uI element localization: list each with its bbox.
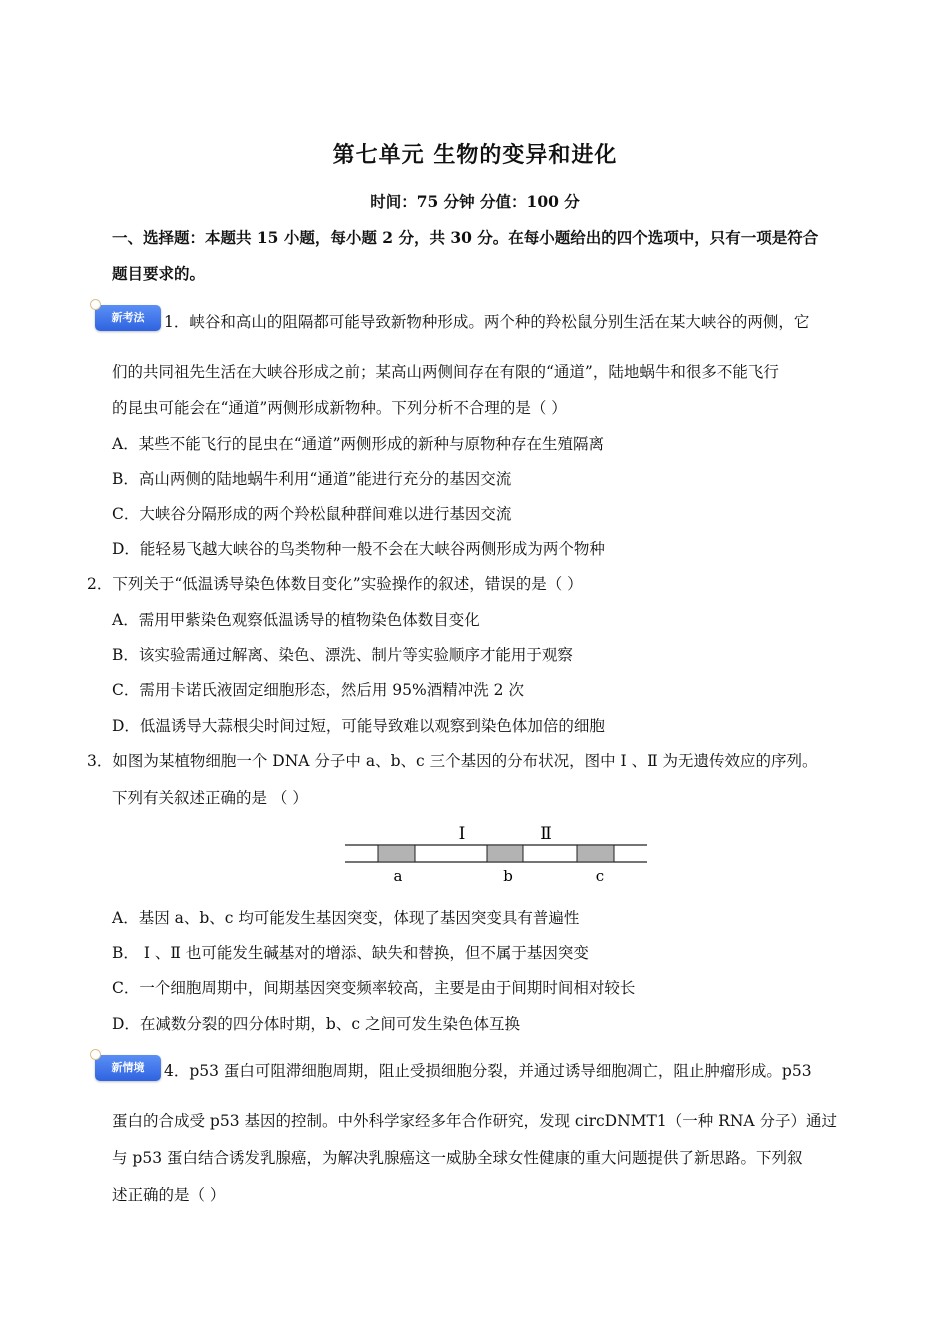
- q2-option-a: A．需用甲紫染色观察低温诱导的植物染色体数目变化: [112, 611, 480, 629]
- dna-gene-diagram: [345, 820, 650, 890]
- q3-option-b: B． Ⅰ 、Ⅱ 也可能发生碱基对的增添、缺失和替换，但不属于基因突变: [112, 944, 589, 962]
- exam-info: 时间：75 分钟 分值：100 分: [370, 192, 580, 211]
- sequence-label-1: Ⅰ: [458, 824, 466, 844]
- gene-label-c: c: [595, 867, 605, 885]
- gene-label-a: a: [393, 867, 403, 885]
- q1-option-c: C．大峡谷分隔形成的两个羚松鼠种群间难以进行基因交流: [112, 505, 512, 523]
- gene-b-segment: [487, 845, 523, 862]
- q1-stem-line3: 的昆虫可能会在“通道”两侧形成新物种。下列分析不合理的是（ ）: [112, 399, 567, 417]
- new-method-badge: 新考法: [95, 305, 161, 331]
- q4-stem-line1: 4．p53 蛋白可阻滞细胞周期，阻止受损细胞分裂，并通过诱导细胞凋亡，阻止肿瘤形成。p53: [164, 1062, 812, 1080]
- gene-a-segment: [378, 845, 415, 862]
- q2-stem: 2．下列关于“低温诱导染色体数目变化”实验操作的叙述，错误的是（ ）: [87, 575, 583, 593]
- dna-diagram-svg: [345, 820, 650, 890]
- q3-option-a: A．基因 a、b、c 均可能发生基因突变，体现了基因突变具有普遍性: [112, 909, 580, 927]
- q1-stem-line1: 1．峡谷和高山的阻隔都可能导致新物种形成。两个种的羚松鼠分别生活在某大峡谷的两侧，它: [164, 313, 810, 331]
- q3-option-c: C．一个细胞周期中，间期基因突变频率较高，主要是由于间期时间相对较长: [112, 979, 636, 997]
- q3-option-d: D．在减数分裂的四分体时期，b、c 之间可发生染色体互换: [112, 1015, 520, 1033]
- q3-stem-line2: 下列有关叙述正确的是 （ ）: [112, 789, 308, 807]
- q1-option-a: A．某些不能飞行的昆虫在“通道”两侧形成的新种与原物种存在生殖隔离: [112, 435, 605, 453]
- gene-c-segment: [577, 845, 614, 862]
- q2-option-d: D．低温诱导大蒜根尖时间过短，可能导致难以观察到染色体加倍的细胞: [112, 717, 605, 735]
- section-instruction-line1: 一、选择题：本题共 15 小题，每小题 2 分，共 30 分。在每小题给出的四个选项中，只有一项是符合: [112, 228, 819, 247]
- q1-stem-line2: 们的共同祖先生活在大峡谷形成之前；某高山两侧间存在有限的“通道”，陆地蜗牛和很多不能飞行: [112, 363, 779, 381]
- section-instruction-line2: 题目要求的。: [112, 264, 206, 283]
- q3-stem-line1: 3．如图为某植物细胞一个 DNA 分子中 a、b、c 三个基因的分布状况，图中 Ⅰ 、Ⅱ 为无遗传效应的序列。: [87, 752, 818, 770]
- q2-option-c: C．需用卡诺氏液固定细胞形态，然后用 95%酒精冲洗 2 次: [112, 681, 524, 699]
- sequence-label-2: Ⅱ: [540, 824, 552, 844]
- gene-label-b: b: [503, 867, 513, 885]
- q4-stem-line3: 与 p53 蛋白结合诱发乳腺癌，为解决乳腺癌这一威胁全球女性健康的重大问题提供了新思路。下列叙: [112, 1149, 803, 1167]
- q1-option-d: D．能轻易飞越大峡谷的鸟类物种一般不会在大峡谷两侧形成为两个物种: [112, 540, 605, 558]
- q4-stem-line4: 述正确的是（ ）: [112, 1186, 226, 1204]
- q4-stem-line2: 蛋白的合成受 p53 基因的控制。中外科学家经多年合作研究，发现 circDNMT1（一种 RNA 分子）通过: [112, 1112, 837, 1130]
- q1-option-b: B．高山两侧的陆地蜗牛利用“通道”能进行充分的基因交流: [112, 470, 512, 488]
- new-context-badge: 新情境: [95, 1055, 161, 1081]
- q2-option-b: B．该实验需通过解离、染色、漂洗、制片等实验顺序才能用于观察: [112, 646, 573, 664]
- page-title: 第七单元 生物的变异和进化: [332, 143, 618, 168]
